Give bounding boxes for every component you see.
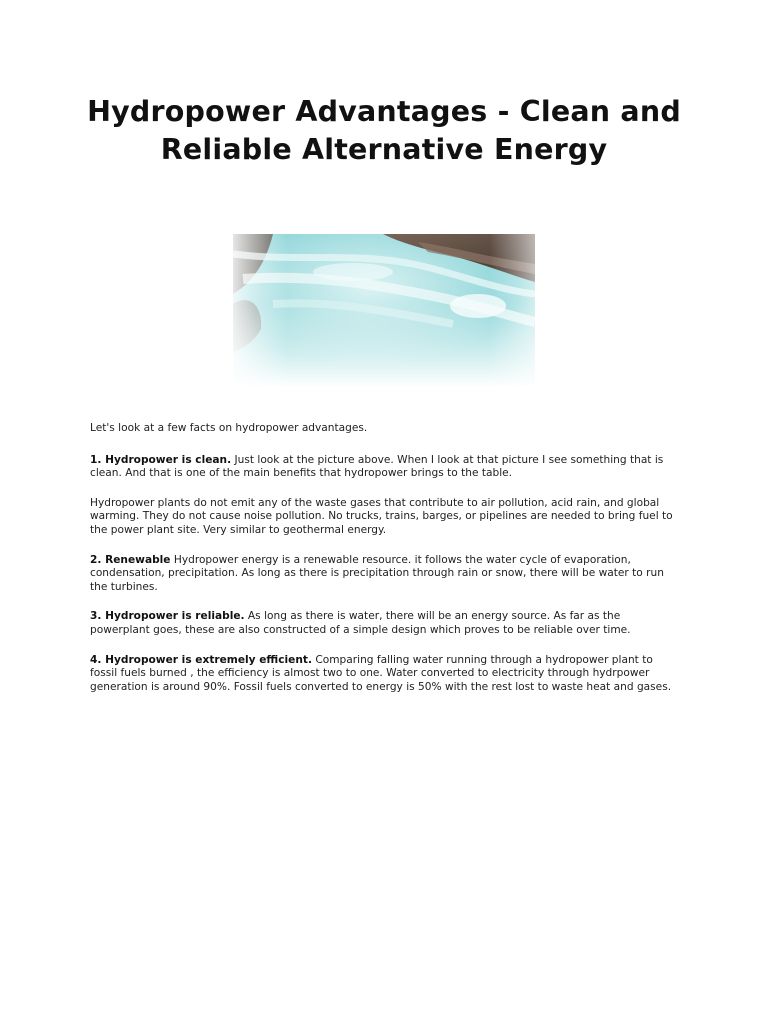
section-paragraph bbox=[90, 610, 682, 637]
section-paragraph bbox=[90, 654, 682, 695]
section-heading: 2. Renewable bbox=[90, 553, 171, 566]
section-text: Just look at the picture above. When I look at that picture I see something that is clean. And that is one of the main benefits that hydropower brings to the table. bbox=[90, 453, 664, 480]
section-heading: 1. Hydropower is clean. bbox=[90, 453, 232, 466]
section-text: As long as there is water, there will be an energy source. As far as the powerplant goes, these are also constructed of a simple design which proves to be reliable over time. bbox=[90, 610, 631, 636]
section-paragraph bbox=[90, 554, 682, 595]
hero-image bbox=[233, 234, 535, 388]
section-heading: 4. Hydropower is extremely efficient. bbox=[90, 653, 312, 666]
page-title: Hydropower Advantages - Clean and Reliable Alternative Energy bbox=[87, 95, 681, 166]
section-heading: 3. Hydropower is reliable. bbox=[90, 610, 245, 623]
section-paragraph bbox=[90, 497, 682, 538]
section-text: Comparing falling water running through a hydropower plant to fossil fuels burned , the efficiency is almost two to one. Water converted to electricity through hydrpower generation is around 90%. Fossil fuels converted to energy is 50% with the rest lost to waste heat and gases. bbox=[90, 653, 672, 693]
intro-paragraph: Let's look at a few facts on hydropower advantages. bbox=[90, 422, 368, 434]
water-rapids-illustration bbox=[233, 234, 535, 388]
section-text: Hydropower energy is a renewable resource. it follows the water cycle of evaporation, condensation, precipitation. As long as there is precipitation through rain or snow, there will be water to run the turbines. bbox=[90, 553, 664, 593]
section-paragraph bbox=[90, 454, 682, 481]
article-body bbox=[90, 422, 682, 710]
section-text: Hydropower plants do not emit any of the waste gases that contribute to air pollution, acid rain, and global warming. They do not cause noise pollution. No trucks, trains, barges, or pipelines are needed to bring fuel to the power plant site. Very similar to geothermal energy. bbox=[90, 496, 673, 536]
